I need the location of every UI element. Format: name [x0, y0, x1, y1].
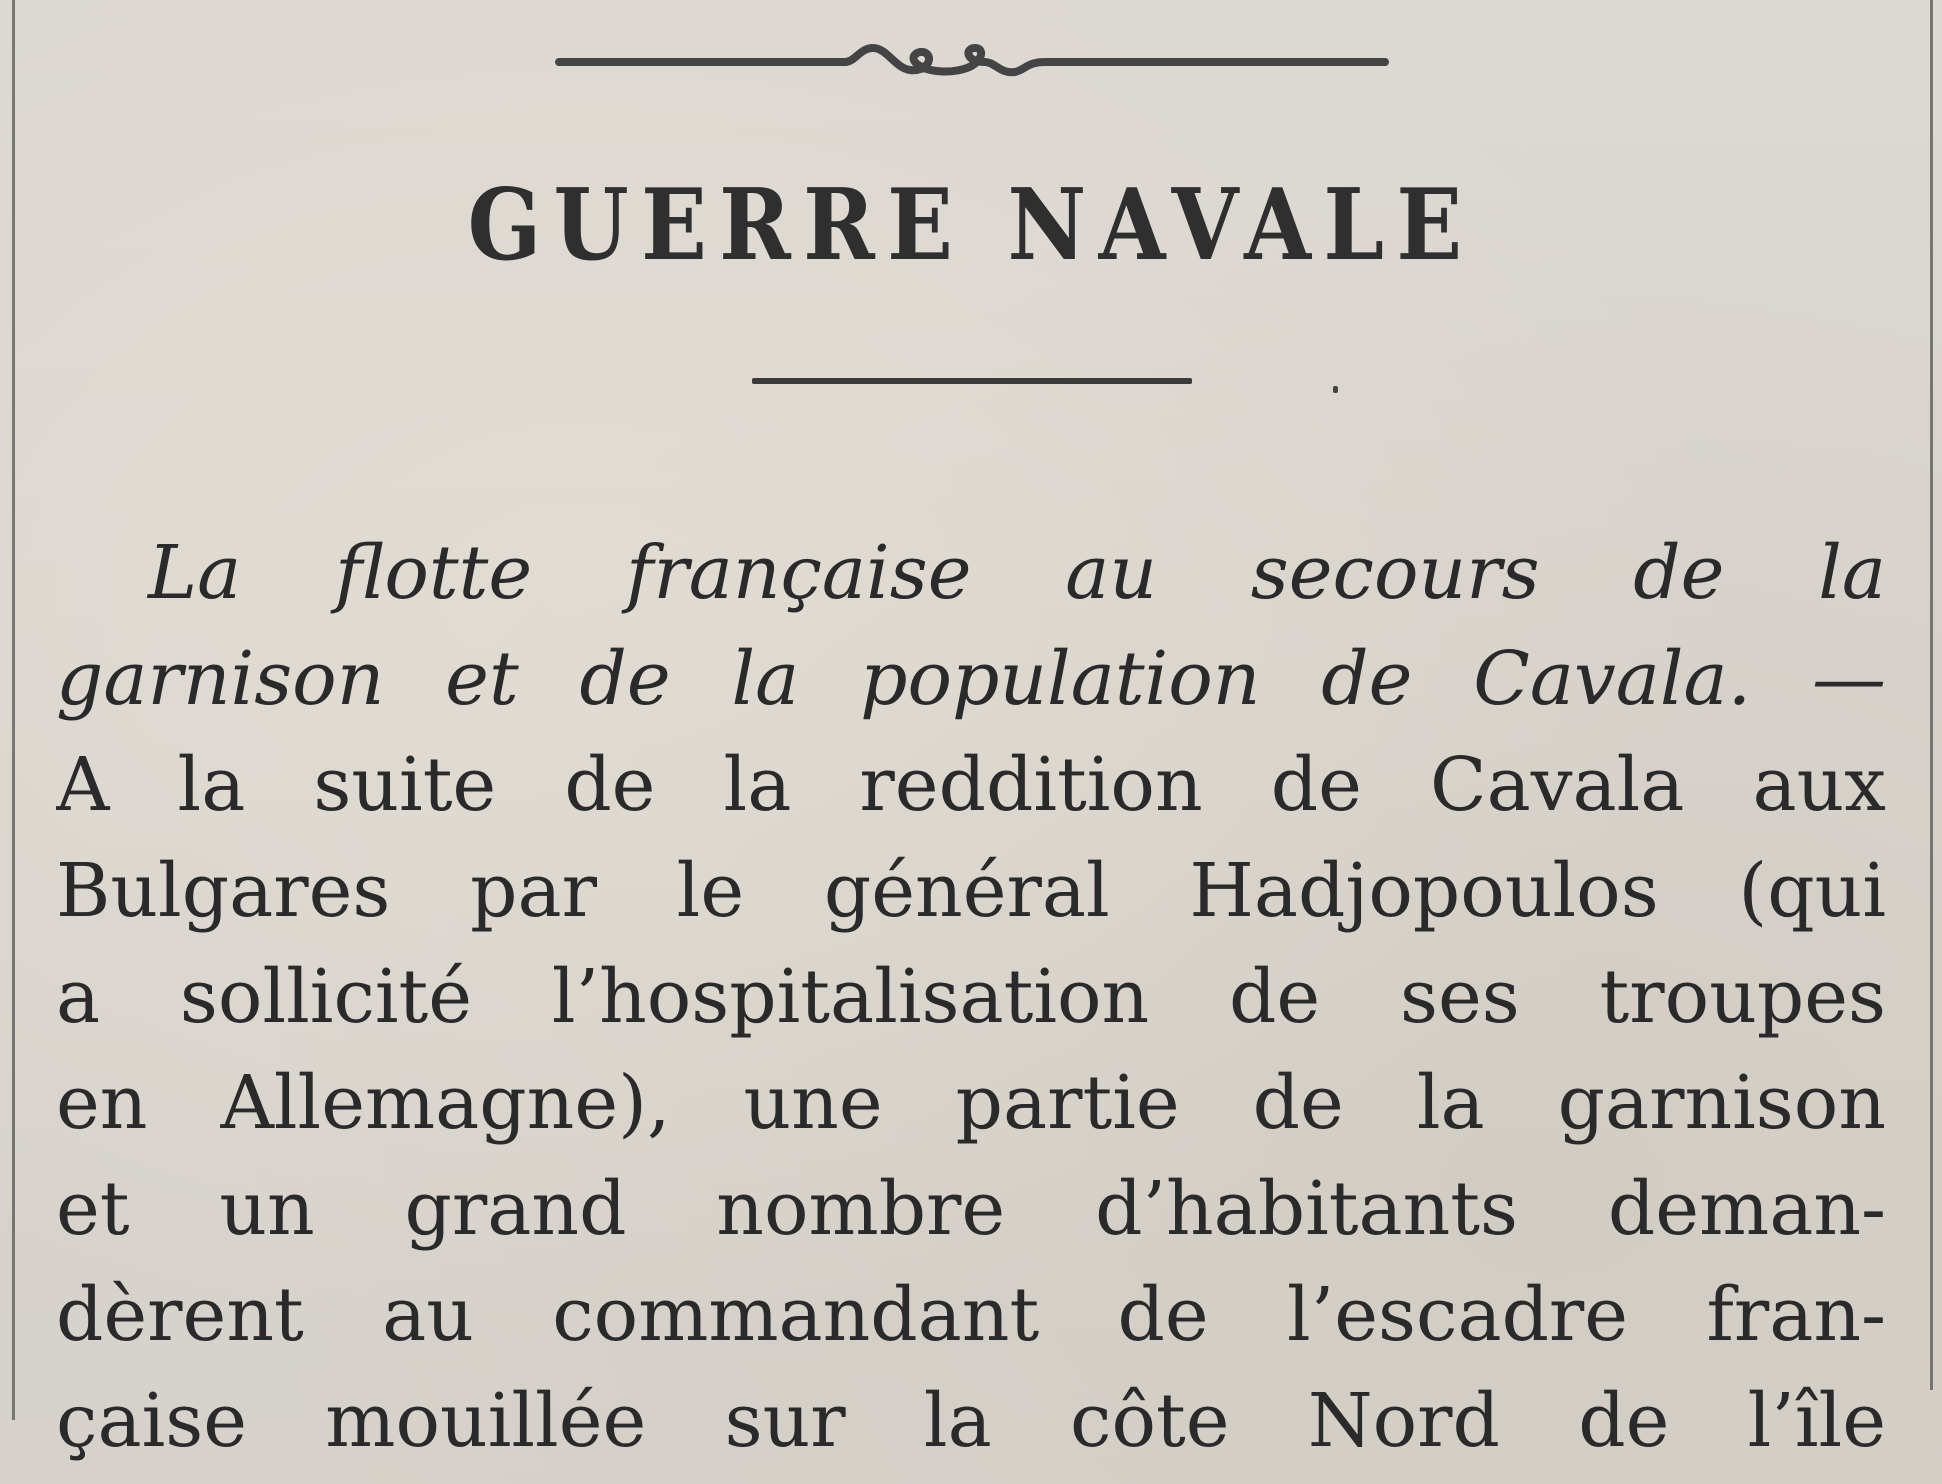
body-line-7: çaise mouillée sur la côte Nord de l’île [56, 1378, 1886, 1464]
subheading-line-2: garnison et de la population de Cavala. — [56, 636, 1886, 722]
body-line-3: a sollicité l’hospitalisation de ses troupes [56, 954, 1886, 1040]
column-rule-left [12, 0, 15, 1420]
body-line-6: dèrent au commandant de l’escadre fran- [56, 1272, 1886, 1358]
article-title: GUERRE NAVALE [467, 168, 1475, 283]
body-line-4: en Allemagne), une partie de la garnison [56, 1060, 1886, 1146]
body-line-2: Bulgares par le général Hadjopoulos (qui [56, 848, 1886, 934]
subheading-line-1: La flotte française au secours de la [148, 530, 1886, 616]
body-line-1: A la suite de la reddition de Cavala aux [56, 742, 1886, 828]
short-horizontal-rule [752, 378, 1192, 384]
article-body [56, 520, 1886, 1474]
column-rule-right [1930, 0, 1933, 1390]
wavy-rule-ornament-icon [555, 34, 1390, 84]
ink-speck [1333, 386, 1338, 393]
body-line-5: et un grand nombre d’habitants deman- [56, 1166, 1886, 1252]
